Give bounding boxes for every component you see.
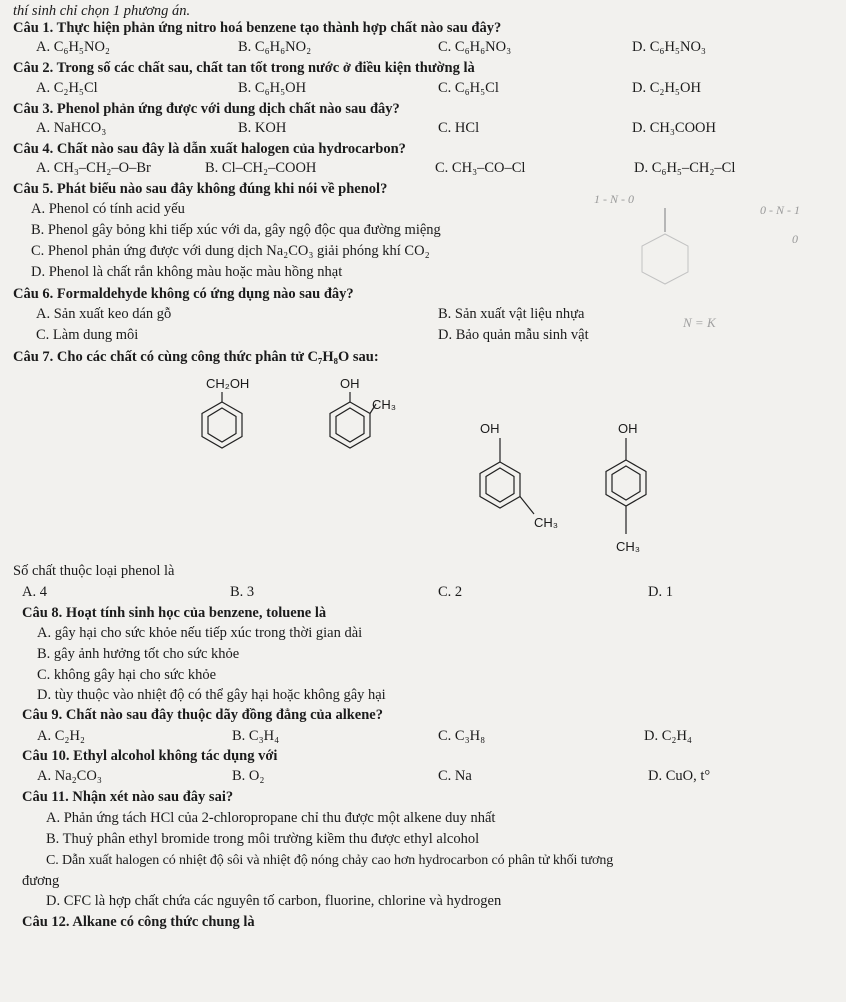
question-6-stem: Câu 6. Formaldehyde không có ứng dụng nào sau đây? xyxy=(13,286,354,302)
question-1-stem: Câu 1. Thực hiện phản ứng nitro hoá benzene tạo thành hợp chất nào sau đây? xyxy=(13,20,502,36)
q11-option-d[interactable]: D. CFC là hợp chất chứa các nguyên tố carbon, fluorine, chlorine và hydrogen xyxy=(46,893,502,909)
q9-option-c[interactable]: C. C₃H₈ xyxy=(438,728,486,744)
q2-option-a[interactable]: A. C₂H₅Cl xyxy=(36,80,98,96)
structure-4-ch3-label: CH₃ xyxy=(616,539,641,554)
question-2-stem: Câu 2. Trong số các chất sau, chất tan tốt trong nước ở điều kiện thường là xyxy=(13,60,475,76)
instruction-line: thí sinh chỉ chọn 1 phương án. xyxy=(13,3,191,19)
q8-option-b[interactable]: B. gây ảnh hưởng tốt cho sức khỏe xyxy=(37,646,240,662)
q11-option-a[interactable]: A. Phản ứng tách HCl của 2-chloropropane chỉ thu được một alkene duy nhất xyxy=(46,810,496,826)
q1-option-c[interactable]: C. C₆H₆NO₃ xyxy=(438,39,512,55)
question-7-subquestion: Số chất thuộc loại phenol là xyxy=(13,563,175,579)
q10-option-b[interactable]: B. O₂ xyxy=(232,768,265,784)
q4-option-a[interactable]: A. CH₃–CH₂–O–Br xyxy=(36,160,151,176)
q11-option-b[interactable]: B. Thuỷ phân ethyl bromide trong môi trường kiềm thu được ethyl alcohol xyxy=(46,831,480,847)
q1-option-d[interactable]: D. C₆H₅NO₃ xyxy=(632,39,706,55)
structure-2-ch3-label: CH₃ xyxy=(372,397,397,412)
q2-option-d[interactable]: D. C₂H₅OH xyxy=(632,80,701,96)
q1-option-b[interactable]: B. C₆H₆NO₂ xyxy=(238,39,312,55)
q2-option-c[interactable]: C. C₆H₅Cl xyxy=(438,80,499,96)
q6-option-b[interactable]: B. Sản xuất vật liệu nhựa xyxy=(438,306,585,322)
handwritten-note-4: N = K xyxy=(683,315,716,330)
structure-4-oh-label: OH xyxy=(618,421,638,436)
q5-option-d[interactable]: D. Phenol là chất rắn không màu hoặc màu hồng nhạt xyxy=(31,264,343,280)
structure-4-para-cresol xyxy=(600,438,652,538)
q2-option-b[interactable]: B. C₆H₅OH xyxy=(238,80,307,96)
structure-3-ch3-label: CH₃ xyxy=(534,515,559,530)
question-5-stem: Câu 5. Phát biểu nào sau đây không đúng khi nói về phenol? xyxy=(13,181,388,197)
q3-option-d[interactable]: D. CH₃COOH xyxy=(632,120,717,136)
question-4-stem: Câu 4. Chất nào sau đây là dẫn xuất halogen của hydrocarbon? xyxy=(13,141,406,157)
q8-option-a[interactable]: A. gây hại cho sức khỏe nếu tiếp xúc trong thời gian dài xyxy=(37,625,363,641)
q3-option-b[interactable]: B. KOH xyxy=(238,120,287,136)
q9-option-d[interactable]: D. C₂H₄ xyxy=(644,728,692,744)
question-12-stem: Câu 12. Alkane có công thức chung là xyxy=(22,914,255,930)
handwritten-note-3: 0 xyxy=(792,232,798,246)
handwritten-sketch xyxy=(632,206,702,296)
q4-option-d[interactable]: D. C₆H₅–CH₂–Cl xyxy=(634,160,736,176)
q4-option-c[interactable]: C. CH₃–CO–Cl xyxy=(435,160,526,176)
q10-option-a[interactable]: A. Na₂CO₃ xyxy=(37,768,102,784)
q7-option-d[interactable]: D. 1 xyxy=(648,584,673,600)
handwritten-note-2: 0 - N - 1 xyxy=(760,203,800,217)
q6-option-a[interactable]: A. Sản xuất keo dán gỗ xyxy=(36,306,172,322)
structure-2-ortho-cresol xyxy=(324,392,376,458)
q10-option-c[interactable]: C. Na xyxy=(438,768,472,784)
structure-3-oh-label: OH xyxy=(480,421,500,436)
q8-option-d[interactable]: D. tùy thuộc vào nhiệt độ có thể gây hại hoặc không gây hại xyxy=(37,687,386,703)
q1-option-a[interactable]: A. C₆H₅NO₂ xyxy=(36,39,110,55)
question-7-stem: Câu 7. Cho các chất có cùng công thức phân tử C₇H₈O sau: xyxy=(13,349,379,365)
q10-option-d[interactable]: D. CuO, t° xyxy=(648,768,711,784)
q6-option-c[interactable]: C. Làm dung môi xyxy=(36,327,139,343)
question-8-stem: Câu 8. Hoạt tính sinh học của benzene, toluene là xyxy=(22,605,327,621)
q7-option-c[interactable]: C. 2 xyxy=(438,584,463,600)
question-9-stem: Câu 9. Chất nào sau đây thuộc dãy đồng đẳng của alkene? xyxy=(22,707,383,723)
q11-option-c-continuation: đương xyxy=(22,873,60,889)
q6-option-d[interactable]: D. Bảo quản mẫu sinh vật xyxy=(438,327,589,343)
structure-2-oh-label: OH xyxy=(340,376,360,391)
q11-option-c[interactable]: C. Dẫn xuất halogen có nhiệt độ sôi và nhiệt độ nóng chảy cao hơn hydrocarbon có phân tử khối tương xyxy=(46,853,614,868)
structure-1-benzyl-alcohol xyxy=(196,392,248,458)
q3-option-a[interactable]: A. NaHCO₃ xyxy=(36,120,107,136)
structure-3-meta-cresol xyxy=(474,438,538,520)
q4-option-b[interactable]: B. Cl–CH₂–COOH xyxy=(205,160,317,176)
question-11-stem: Câu 11. Nhận xét nào sau đây sai? xyxy=(22,789,234,805)
q5-option-b[interactable]: B. Phenol gây bỏng khi tiếp xúc với da, gây ngộ độc qua đường miệng xyxy=(31,222,441,238)
q7-option-b[interactable]: B. 3 xyxy=(230,584,255,600)
q5-option-a[interactable]: A. Phenol có tính acid yếu xyxy=(31,201,185,217)
q7-option-a[interactable]: A. 4 xyxy=(22,584,47,600)
structure-1-ch2oh-label: CH₂OH xyxy=(206,376,250,391)
question-10-stem: Câu 10. Ethyl alcohol không tác dụng với xyxy=(22,748,278,764)
q9-option-a[interactable]: A. C₂H₂ xyxy=(37,728,85,744)
q3-option-c[interactable]: C. HCl xyxy=(438,120,480,136)
handwritten-note-1: 1 - N - 0 xyxy=(594,192,634,206)
q8-option-c[interactable]: C. không gây hại cho sức khỏe xyxy=(37,667,217,683)
q9-option-b[interactable]: B. C₃H₄ xyxy=(232,728,280,744)
question-3-stem: Câu 3. Phenol phản ứng được với dung dịch chất nào sau đây? xyxy=(13,101,400,117)
q5-option-c[interactable]: C. Phenol phản ứng được với dung dịch Na₂CO₃ giải phóng khí CO₂ xyxy=(31,243,430,259)
